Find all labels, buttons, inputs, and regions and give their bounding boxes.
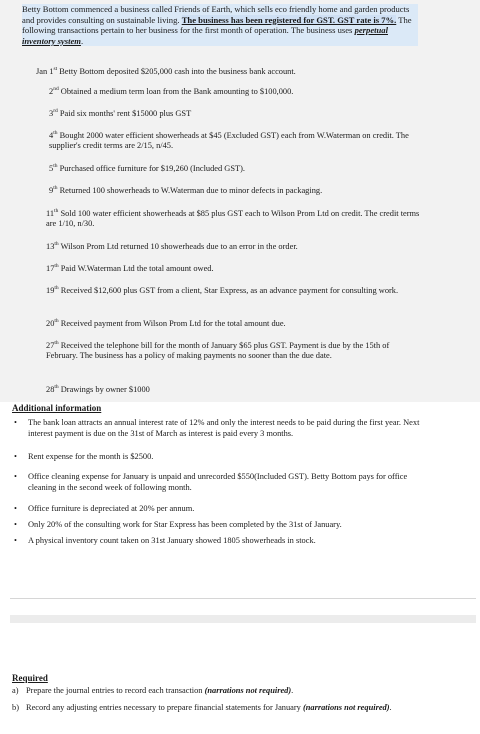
additional-item-5: • Only 20% of the consulting work for Star Express has been completed by the 31st of January. xyxy=(14,520,342,529)
additional-info-heading: Additional information xyxy=(12,403,102,413)
transaction-19: 19th Received $12,600 plus GST from a client, Star Express, as an advance payment for consulting work. xyxy=(46,285,399,295)
transaction-4: 4th Bought 2000 water efficient showerheads at $45 (Excluded GST) each from W.Waterman on credit. The supplier's credit terms are 2/15, n/45. xyxy=(49,130,409,151)
transaction-3: 3rd Paid six months' rent $15000 plus GST xyxy=(49,108,192,118)
transaction-28: 28th Drawings by owner $1000 xyxy=(46,384,150,394)
transaction-jan-1: Jan 1st Betty Bottom deposited $205,000 cash into the business bank account. xyxy=(36,66,296,76)
transaction-17: 17th Paid W.Waterman Ltd the total amount owed. xyxy=(46,263,214,273)
inventory-system-term: perpetual inventory system xyxy=(22,25,388,46)
transaction-11: 11th Sold 100 water efficient showerheads at $85 plus GST each to Wilson Prom Ltd on credit. The credit terms are 1/10, n/30. xyxy=(46,208,420,229)
additional-item-2: • Rent expense for the month is $2500. xyxy=(14,452,154,461)
required-item-a: a) Prepare the journal entries to record each transaction (narrations not required). xyxy=(12,686,294,695)
transaction-13: 13th Wilson Prom Ltd returned 10 showerheads due to an error in the order. xyxy=(46,241,298,251)
required-item-b: b) Record any adjusting entries necessary to prepare financial statements for January (narrations not required). xyxy=(12,703,392,712)
divider-line xyxy=(10,598,476,599)
intro-paragraph: Betty Bottom commenced a business called Friends of Earth, which sells eco friendly home and garden products and provides consulting on sustainable living. The business has been registered for GST. GST rate is 7%. The following transactions pertain to her business for the first month of operation. The business uses perpetual inventory system. xyxy=(22,4,418,46)
intro-text-2: The following transactions pertain to her business for the first month of operation. The business uses xyxy=(22,14,412,36)
intro-text-1: Betty Bottom commenced a business called Friends of Earth, which sells eco friendly home and garden products and provides consulting on sustainable living. xyxy=(22,4,410,25)
additional-item-1: • The bank loan attracts an annual interest rate of 12% and only the interest needs to be paid during the first year. Next interest payment is due on the 31st of March as interest is paid every 3 months. xyxy=(14,418,420,438)
additional-item-6: • A physical inventory count taken on 31st January showed 1805 showerheads in stock. xyxy=(14,536,316,545)
gst-registered-note: The business has been registered for GST. GST rate is 7%. xyxy=(181,14,397,25)
transaction-9: 9th Returned 100 showerheads to W.Waterman due to minor defects in packaging. xyxy=(49,185,323,195)
additional-item-4: • Office furniture is depreciated at 20% per annum. xyxy=(14,504,195,513)
additional-item-3: • Office cleaning expense for January is unpaid and unrecorded $550(Included GST). Betty Bottom pays for office cleaning in the second week of following month. xyxy=(14,472,408,492)
divider-band xyxy=(10,615,476,623)
required-heading: Required xyxy=(12,673,48,683)
transaction-5: 5th Purchased office furniture for $19,260 (Included GST). xyxy=(49,163,245,173)
transaction-27: 27th Received the telephone bill for the month of January $65 plus GST. Payment is due by the 15th of February. The business has a policy of making payments no sooner than the due date. xyxy=(46,340,390,361)
transaction-20: 20th Received payment from Wilson Prom Ltd for the total amount due. xyxy=(46,318,286,328)
transaction-2: 2nd Obtained a medium term loan from the Bank amounting to $100,000. xyxy=(49,86,294,96)
